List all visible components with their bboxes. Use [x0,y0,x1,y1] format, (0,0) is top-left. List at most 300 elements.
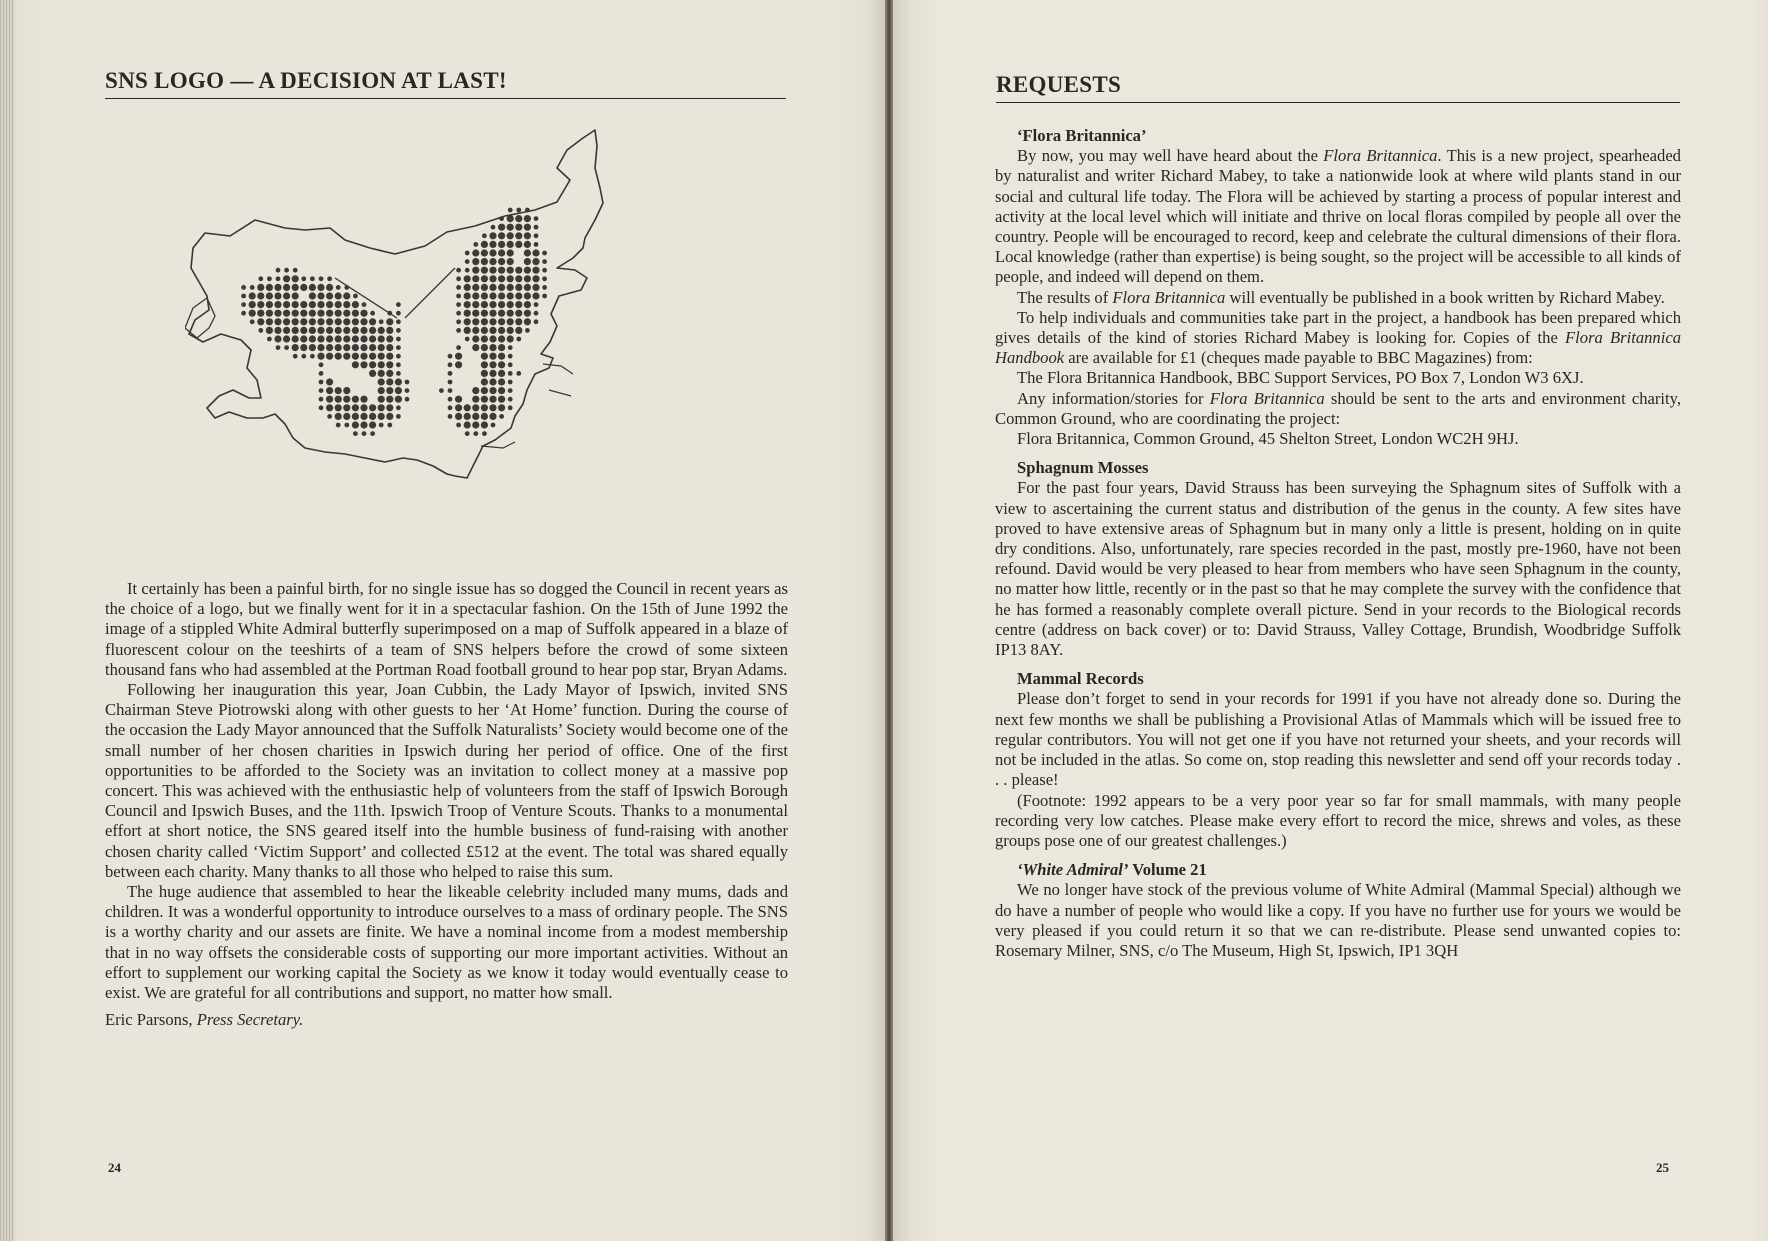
stipple-dot [387,311,392,316]
stipple-dot [378,353,385,360]
stipple-dot [378,413,385,420]
stipple-dot [283,292,290,299]
stipple-dot [360,318,367,325]
stipple-dot [249,310,256,317]
stipple-dot [507,301,514,308]
stipple-dot [386,370,393,377]
stipple-dot [481,301,488,308]
stipple-dot [386,361,393,368]
stipple-dot [515,284,522,291]
stipple-dot [369,344,376,351]
stipple-dot [343,292,350,299]
stipple-dot [386,327,393,334]
stipple-dot [344,423,349,428]
stipple-dot [456,311,461,316]
stipple-dot [266,301,273,308]
stipple-dot [293,268,298,273]
stipple-dot [524,232,531,239]
paragraph: For the past four years, David Strauss has been surveying the Sphagnum sites of Suffolk with a view to ascertaining the current status and distribution of the genus in the county. A few sites have proved to have extensive areas of Sphagnum but in many only a little is present, holding on in quite dry conditions. Also, unfortunately, rare species recorded in the past, mostly pre-1960, have not been refound. David would be very pleased to hear from members who have seen Sphagnum in the county, no matter how little, recently or in the past so that he may complete the survey with the confidence that he has formed a reasonably complete overall picture. Send in your records to the Biological records centre (address on back cover) or to: David Strauss, Valley Cottage, Brundish, Woodbridge Suffolk IP13 8AY. [995,478,1681,660]
stipple-dot [258,276,263,281]
stipple-dot [319,380,324,385]
paragraph: Following her inauguration this year, Joan Cubbin, the Lady Mayor of Ipswich, invited SNS Chairman Steve Piotrowski along with other guests to her ‘At Home’ function. During the course of the occasion the Lady Mayor announced that the Suffolk Naturalists’ Society would become one of the small number of her chosen charities in Ipswich during her period of office. One of the first opportunities to be afforded to the Society was an invitation to collect money at a massive pop concert. This was achieved with the enthusiastic help of volunteers from the staff of Ipswich Borough Council and Ipswich Buses, and the 11th. Ipswich Troop of Venture Scouts. Thanks to a monumental effort at short notice, the SNS geared itself into the humble business of fund-raising with another chosen charity called ‘Victim Support’ and collected £512 at the event. The total was shared equally between each charity. Many thanks to all those who helped to raise this sum. [105,680,788,881]
stipple-dot [396,362,401,367]
stipple-dot [515,241,522,248]
section-flora-britannica [995,126,1681,449]
stipple-dot [352,396,359,403]
address: The Flora Britannica Handbook, BBC Support Services, PO Box 7, London W3 6XJ. [1017,368,1584,388]
stipple-dot [335,327,342,334]
stipple-dot [309,284,316,291]
stipple-dot [369,413,376,420]
stipple-dot [448,414,453,419]
stipple-dot [481,249,488,256]
stipple-dot [534,216,539,221]
stipple-dot [498,267,505,274]
stipple-dot [378,404,385,411]
stipple-dot [353,431,358,436]
stipple-dot [317,318,324,325]
stipple-dot [362,302,367,307]
stipple-dot [300,318,307,325]
stipple-dot [472,404,479,411]
stipple-dot [327,414,332,419]
stipple-dot [472,275,479,282]
stipple-dot [448,362,453,367]
stipple-dot [464,284,471,291]
stipple-dot [360,421,367,428]
stipple-dot [386,387,393,394]
stipple-dot [472,284,479,291]
stipple-dot [524,267,531,274]
stipple-dot [360,396,367,403]
stipple-dot [276,345,281,350]
stipple-dot [472,327,479,334]
stipple-dot [472,310,479,317]
stipple-dot [249,292,256,299]
stipple-dot [369,361,376,368]
stipple-dot [396,302,401,307]
stipple-dot [455,361,462,368]
stipple-dot [498,249,505,256]
stipple-dot [498,301,505,308]
stipple-dot [524,241,531,248]
stipple-dot [283,335,290,342]
stipple-dot [369,335,376,342]
stipple-dot [489,249,496,256]
stipple-dot [370,311,375,316]
stipple-dot [464,318,471,325]
stipple-dot [274,310,281,317]
paragraph: The results of Flora Britannica will eventually be published in a book written by Richard Mabey. [1017,287,1665,307]
stipple-dot [481,396,488,403]
stipple-dot [515,327,522,334]
stipple-dot [472,344,479,351]
stipple-dot [257,284,264,291]
stipple-dot [309,344,316,351]
stipple-dot [448,397,453,402]
stipple-dot [276,276,281,281]
stipple-dot [396,405,401,410]
stipple-dot [379,423,384,428]
stipple-dot [369,327,376,334]
stipple-dot [387,423,392,428]
stipple-dot [481,370,488,377]
stipple-dot [335,404,342,411]
stipple-dot [464,327,471,334]
stipple-dot [481,335,488,342]
stipple-dot [241,311,246,316]
stipple-dot [532,292,539,299]
stipple-dot [516,371,521,376]
stipple-dot [283,310,290,317]
stipple-dot [489,241,496,248]
stipple-dot [360,310,367,317]
stipple-dot [360,353,367,360]
stipple-dot [292,292,299,299]
stipple-dot [353,294,358,299]
paragraph: It certainly has been a painful birth, for no single issue has so dogged the Council in recent years as the choice of a logo, but we finally went for it in a spectacular fashion. On the 15th of June 1992 the image of a stippled White Admiral butterfly superimposed on a map of Suffolk appeared in a blaze of fluorescent colour on the teeshirts of a team of SNS helpers before the crowd of some sixteen thousand fans who had assembled at the Portman Road football ground to hear pop star, Bryan Adams. [105,579,788,679]
stipple-dot [525,328,530,333]
stipple-dot [507,258,514,265]
stipple-dot [326,284,333,291]
stipple-dot [507,267,514,274]
stipple-dot [370,431,375,436]
stipple-dot [352,353,359,360]
stipple-dot [498,258,505,265]
stipple-dot [481,241,488,248]
stipple-dot [292,275,299,282]
stipple-dot [499,414,504,419]
stipple-dot [542,268,547,273]
stipple-dot [292,344,299,351]
stipple-dot [524,275,531,282]
stipple-dot [326,387,333,394]
stipple-dot [542,285,547,290]
stipple-dot [524,215,531,222]
stipple-dot [300,284,307,291]
stipple-dot [515,310,522,317]
stipple-dot [250,285,255,290]
stipple-dot [310,354,315,359]
stipple-dot [464,404,471,411]
stipple-dot [515,224,522,231]
stipple-dot [464,421,471,428]
stipple-dot [532,275,539,282]
stipple-dot [498,327,505,334]
stipple-dot [326,378,333,385]
stipple-dot [317,292,324,299]
stipple-dot [326,344,333,351]
stipple-dot [481,292,488,299]
stipple-dot [309,292,316,299]
stipple-dot [465,431,470,436]
stipple-dot [336,285,341,290]
stipple-dot [508,345,513,350]
stipple-dot [489,275,496,282]
stipple-dot [498,224,505,231]
stipple-dot [481,361,488,368]
stipple-dot [498,241,505,248]
stipple-dot [481,353,488,360]
stipple-dot [481,421,488,428]
stipple-dot [326,310,333,317]
stipple-dot [301,354,306,359]
stipple-dot [508,371,513,376]
stipple-dot [284,268,289,273]
stipple-dot [489,404,496,411]
stipple-dot [482,431,487,436]
stipple-dot [489,327,496,334]
stipple-dot [515,301,522,308]
stipple-dot [532,267,539,274]
stipple-dot [267,337,272,342]
stipple-dot [396,371,401,376]
stipple-dot [379,319,384,324]
stipple-dot [448,405,453,410]
stipple-dot [317,344,324,351]
stipple-dot [489,301,496,308]
stipple-dot [464,310,471,317]
stipple-dot [516,208,521,213]
stipple-dot [508,362,513,367]
stipple-dot [481,378,488,385]
stipple-dot [274,318,281,325]
stipple-dot [266,284,273,291]
stipple-dot [489,361,496,368]
signature-role: Press Secretary. [196,1010,304,1030]
stipple-dot [507,335,514,342]
stipple-dot [524,249,531,256]
stipple-dot [335,353,342,360]
stipple-dot [343,396,350,403]
stipple-dot [344,285,349,290]
stipple-dot [498,396,505,403]
stipple-dot [343,301,350,308]
stipple-dot [283,327,290,334]
stipple-dot [386,318,393,325]
stipple-dot [317,335,324,342]
stipple-dot [498,232,505,239]
stipple-dot [489,232,496,239]
stipple-dot [472,387,479,394]
stipple-dot [491,423,496,428]
stipple-dot [507,292,514,299]
stipple-dot [301,276,306,281]
stipple-dot [283,284,290,291]
page-title: REQUESTS [996,72,1680,103]
stipple-dot [498,284,505,291]
stipple-dot [378,370,385,377]
stipple-dot [516,337,521,342]
stipple-dot [310,276,315,281]
stipple-dot [352,310,359,317]
stipple-dot [317,284,324,291]
stipple-dot [300,301,307,308]
stipple-dot [456,423,461,428]
stipple-dot [396,311,401,316]
stipple-dot [489,258,496,265]
stipple-dot [456,345,461,350]
stipple-dot [499,216,504,221]
stipple-dot [508,354,513,359]
page-number: 24 [108,1160,121,1175]
stipple-dot [378,396,385,403]
stipple-dot [360,335,367,342]
stipple-dot [326,353,333,360]
stipple-dot [489,370,496,377]
stipple-dot [258,328,263,333]
stipple-dot [257,301,264,308]
stipple-dot [507,232,514,239]
stipple-dot [284,345,289,350]
stipple-dot [326,292,333,299]
stipple-dot [481,275,488,282]
stipple-dot [473,431,478,436]
stipple-dot [489,353,496,360]
stipple-dot [283,275,290,282]
stipple-dot [319,362,324,367]
stipple-dot [473,242,478,247]
stipple-dot [508,380,513,385]
stipple-dot [360,344,367,351]
stipple-dot [276,268,281,273]
section-mammal-records [995,669,1681,851]
stipple-dot [343,413,350,420]
stipple-dot [464,301,471,308]
stipple-dot [352,404,359,411]
stipple-dot [507,215,514,222]
stipple-dot [448,354,453,359]
stipple-dot [532,249,539,256]
stipple-dot [319,405,324,410]
stipple-dot [542,259,547,264]
stipple-dot [369,353,376,360]
stipple-dot [524,224,531,231]
stipple-dot [481,284,488,291]
stipple-dot [319,276,324,281]
stipple-dot [508,388,513,393]
stipple-dot [292,310,299,317]
stipple-dot [472,335,479,342]
stipple-dot [292,327,299,334]
section-heading: Mammal Records [1017,669,1144,689]
stipple-dot [267,276,272,281]
stipple-dot [498,353,505,360]
stipple-dot [396,337,401,342]
stipple-dot [396,345,401,350]
stipple-dot [241,294,246,299]
stipple-dot [534,311,539,316]
stipple-dot [508,208,513,213]
stipple-dot [309,327,316,334]
stipple-dot [532,284,539,291]
stipple-dot [405,397,410,402]
stipple-dot [481,258,488,265]
paragraph: To help individuals and communities take part in the project, a handbook has been prepared which gives details of the kind of stories Richard Mabey is looking for. Copies of the Flora Britannica Handbook are available for £1 (cheques made payable to BBC Magazines) from: [995,307,1681,368]
stipple-dot [395,387,402,394]
stipple-dot [326,335,333,342]
stipple-dot [464,413,471,420]
stipple-dot [515,232,522,239]
stipple-dot [309,335,316,342]
stipple-dot [326,404,333,411]
stipple-dot [507,224,514,231]
stipple-dot [343,387,350,394]
stipple-dot [335,292,342,299]
stipple-dot [352,344,359,351]
stipple-dot [465,251,470,256]
stipple-dot [300,335,307,342]
lakenheath-peninsula [185,298,215,338]
stipple-dot [292,318,299,325]
stipple-dot [515,292,522,299]
stipple-dot [489,344,496,351]
stipple-dot [498,344,505,351]
stipple-dot [472,292,479,299]
stipple-dot [266,310,273,317]
stipple-dot [524,258,531,265]
stipple-dot [317,353,324,360]
stipple-dot [489,335,496,342]
stipple-dot [343,344,350,351]
stipple-dot [378,327,385,334]
stipple-dot [472,301,479,308]
stipple-dot [507,310,514,317]
stipple-dot [250,319,255,324]
sns-logo-map-icon [185,128,705,548]
stipple-dot [448,371,453,376]
stipple-dot [405,388,410,393]
stipple-dot [448,388,453,393]
stipple-dot [481,387,488,394]
stipple-dot [515,267,522,274]
paragraph: Any information/stories for Flora Britannica should be sent to the arts and environment charity, Common Ground, who are coordinating the project: [995,388,1681,428]
article-body [105,579,788,1030]
stipple-dot [465,268,470,273]
stipple-dot [327,276,332,281]
stipple-dot [266,327,273,334]
stipple-dot [498,404,505,411]
stipple-dot [498,318,505,325]
stipple-dot [360,327,367,334]
stipple-dot [489,310,496,317]
page-number: 25 [1656,1160,1669,1175]
paragraph: The huge audience that assembled to hear the likeable celebrity included many mums, dads and children. It was a wonderful opportunity to introduce ourselves to a mass of ordinary people. The SNS is a worthy charity and our assets are finite. We have a nominal income from a modest membership that in no way offsets the considerable costs of supporting our more important activities. Without an effort to supplement our working capital the Society as we know it today would eventually cease to exist. We are grateful for all contributions and support, no matter how small. [105,882,788,1003]
stipple-dot [292,335,299,342]
stipple-dot [481,404,488,411]
stipple-dot [395,378,402,385]
stipple-dot [326,327,333,334]
stipple-dot [498,387,505,394]
stipple-dot [507,249,514,256]
stipple-dot [352,421,359,428]
stipple-dot [498,292,505,299]
stipple-dot [369,421,376,428]
stipple-dot [498,378,505,385]
stipple-dot [456,328,461,333]
stipple-dot [352,361,359,368]
stipple-dot [343,310,350,317]
stipple-dot [378,361,385,368]
stipple-dot [283,301,290,308]
signature [105,1010,788,1030]
stipple-dot [335,396,342,403]
stipple-dot [326,318,333,325]
stipple-dot [534,225,539,230]
stipple-dot [395,396,402,403]
stipple-dot [326,301,333,308]
stipple-dot [498,361,505,368]
